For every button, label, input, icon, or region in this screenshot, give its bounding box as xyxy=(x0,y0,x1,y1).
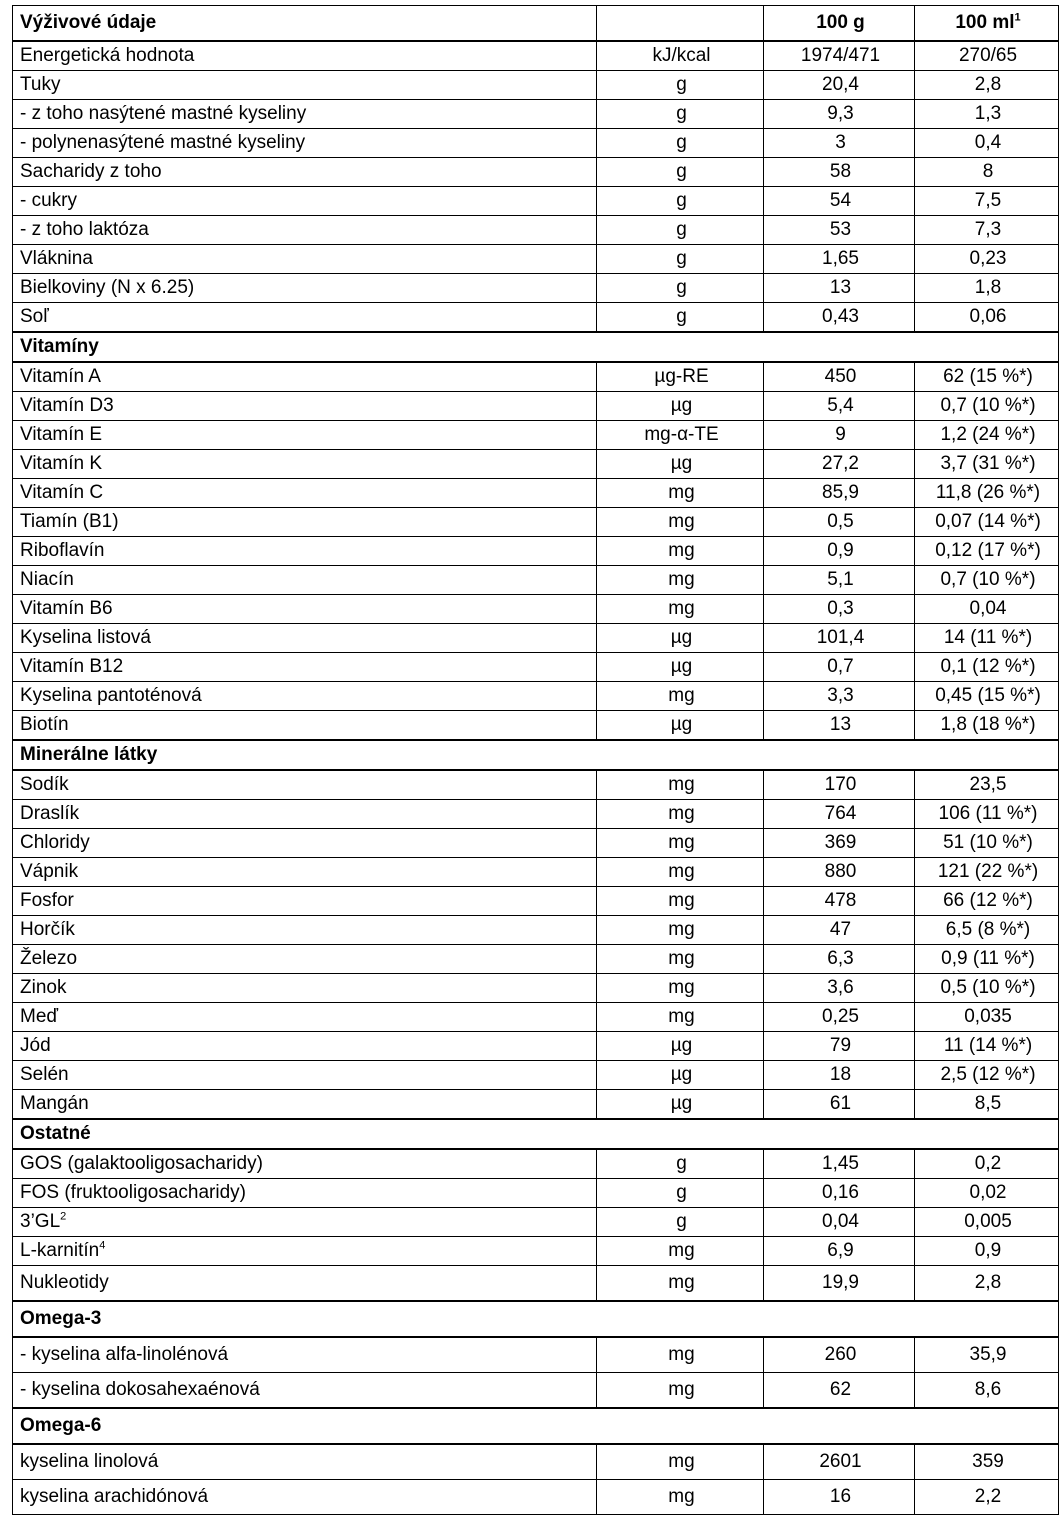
nutrient-label: Kyselina listová xyxy=(20,627,151,648)
table-row xyxy=(13,537,1059,566)
nutrient-label: Niacín xyxy=(20,569,74,590)
nutrient-name xyxy=(13,537,597,566)
value-100g: 20,4 xyxy=(764,71,915,100)
table-row xyxy=(13,216,1059,245)
value-100g: 0,5 xyxy=(764,508,915,537)
value-100ml: 8,5 xyxy=(915,1090,1059,1120)
value-100ml: 1,3 xyxy=(915,100,1059,129)
nutrient-name xyxy=(13,1444,597,1480)
nutrient-unit: mg xyxy=(597,1480,764,1515)
section-heading-omega6 xyxy=(13,1408,1059,1444)
table-row xyxy=(13,479,1059,508)
value-100g: 2601 xyxy=(764,1444,915,1480)
nutrient-label: FOS (fruktooligosacharidy) xyxy=(20,1182,246,1203)
value-100g: 478 xyxy=(764,887,915,916)
value-100ml: 6,5 (8 %*) xyxy=(915,916,1059,945)
value-100ml: 0,7 (10 %*) xyxy=(915,566,1059,595)
nutrient-name xyxy=(13,362,597,392)
nutrient-label: Vitamín D3 xyxy=(20,395,114,416)
nutrient-name xyxy=(13,41,597,71)
table-row xyxy=(13,711,1059,741)
nutrient-label: Vitamín C xyxy=(20,482,104,503)
nutrient-name xyxy=(13,129,597,158)
nutrient-label: Vitamín B12 xyxy=(20,656,124,677)
nutrient-unit: mg xyxy=(597,916,764,945)
nutrient-label: Jód xyxy=(20,1035,51,1056)
table-row xyxy=(13,1444,1059,1480)
table-row xyxy=(13,508,1059,537)
value-100g: 16 xyxy=(764,1480,915,1515)
table-row xyxy=(13,624,1059,653)
table-row xyxy=(13,303,1059,333)
table-row xyxy=(13,1061,1059,1090)
header-title: Výživové údaje xyxy=(13,6,597,42)
table-row xyxy=(13,595,1059,624)
nutrient-unit: mg xyxy=(597,858,764,887)
table-row xyxy=(13,1032,1059,1061)
nutrient-name xyxy=(13,1179,597,1208)
nutrient-label: Bielkoviny (N x 6.25) xyxy=(20,277,195,298)
nutrition-table xyxy=(12,5,1059,1515)
nutrient-name xyxy=(13,829,597,858)
nutrient-name xyxy=(13,595,597,624)
footnote-marker: 4 xyxy=(99,1239,106,1252)
nutrient-name xyxy=(13,1208,597,1237)
nutrient-name xyxy=(13,1003,597,1032)
nutrient-unit: mg xyxy=(597,770,764,800)
header-100ml-footnote: 1 xyxy=(1014,11,1021,24)
table-row xyxy=(13,800,1059,829)
nutrient-unit: µg xyxy=(597,624,764,653)
table-row xyxy=(13,421,1059,450)
table-row xyxy=(13,1373,1059,1409)
value-100ml: 0,5 (10 %*) xyxy=(915,974,1059,1003)
nutrient-unit: mg xyxy=(597,479,764,508)
value-100ml: 359 xyxy=(915,1444,1059,1480)
nutrient-unit: g xyxy=(597,303,764,333)
table-row xyxy=(13,41,1059,71)
nutrient-unit: g xyxy=(597,1149,764,1179)
value-100ml: 62 (15 %*) xyxy=(915,362,1059,392)
section-heading-omega3 xyxy=(13,1301,1059,1337)
nutrient-label: Vitamín A xyxy=(20,366,101,387)
nutrient-name xyxy=(13,1032,597,1061)
nutrient-unit: mg xyxy=(597,682,764,711)
value-100ml: 35,9 xyxy=(915,1337,1059,1373)
nutrient-name xyxy=(13,682,597,711)
nutrient-name xyxy=(13,800,597,829)
nutrient-label: - z toho nasýtené mastné kyseliny xyxy=(20,103,307,124)
nutrient-label: kyselina arachidónová xyxy=(20,1486,209,1507)
table-row xyxy=(13,187,1059,216)
nutrient-unit: kJ/kcal xyxy=(597,41,764,71)
value-100ml: 106 (11 %*) xyxy=(915,800,1059,829)
section-title: Vitamíny xyxy=(13,332,1059,362)
nutrient-label: Fosfor xyxy=(20,890,74,911)
nutrient-name xyxy=(13,216,597,245)
value-100g: 6,3 xyxy=(764,945,915,974)
nutrient-name xyxy=(13,303,597,333)
value-100g: 5,1 xyxy=(764,566,915,595)
nutrient-unit: µg-RE xyxy=(597,362,764,392)
nutrient-unit: g xyxy=(597,1208,764,1237)
nutrient-unit: g xyxy=(597,158,764,187)
nutrient-label: Biotín xyxy=(20,714,69,735)
value-100g: 1,65 xyxy=(764,245,915,274)
value-100ml: 2,2 xyxy=(915,1480,1059,1515)
nutrient-label: Meď xyxy=(20,1006,59,1027)
table-row xyxy=(13,974,1059,1003)
value-100ml: 0,06 xyxy=(915,303,1059,333)
value-100g: 9 xyxy=(764,421,915,450)
nutrient-label: Horčík xyxy=(20,919,75,940)
nutrient-label: Chloridy xyxy=(20,832,90,853)
nutrient-unit: g xyxy=(597,187,764,216)
section-heading-other xyxy=(13,1119,1059,1149)
value-100ml: 0,1 (12 %*) xyxy=(915,653,1059,682)
nutrient-name xyxy=(13,450,597,479)
value-100ml: 7,3 xyxy=(915,216,1059,245)
nutrient-label: Riboflavín xyxy=(20,540,105,561)
table-row xyxy=(13,1003,1059,1032)
nutrient-name xyxy=(13,945,597,974)
nutrient-label: Sacharidy z toho xyxy=(20,161,162,182)
section-title: Ostatné xyxy=(13,1119,1059,1149)
value-100g: 0,25 xyxy=(764,1003,915,1032)
nutrient-unit: mg xyxy=(597,566,764,595)
table-row xyxy=(13,829,1059,858)
section-title: Minerálne látky xyxy=(13,740,1059,770)
nutrient-name xyxy=(13,274,597,303)
value-100ml: 3,7 (31 %*) xyxy=(915,450,1059,479)
value-100g: 0,7 xyxy=(764,653,915,682)
nutrient-label: - z toho laktóza xyxy=(20,219,149,240)
value-100g: 47 xyxy=(764,916,915,945)
value-100g: 53 xyxy=(764,216,915,245)
value-100g: 19,9 xyxy=(764,1266,915,1302)
nutrient-name xyxy=(13,158,597,187)
nutrient-name xyxy=(13,858,597,887)
table-row xyxy=(13,392,1059,421)
value-100ml: 66 (12 %*) xyxy=(915,887,1059,916)
value-100g: 13 xyxy=(764,711,915,741)
table-row xyxy=(13,1266,1059,1302)
nutrient-name xyxy=(13,1149,597,1179)
value-100ml: 11,8 (26 %*) xyxy=(915,479,1059,508)
nutrient-label: Energetická hodnota xyxy=(20,45,195,66)
nutrient-name xyxy=(13,974,597,1003)
value-100g: 18 xyxy=(764,1061,915,1090)
nutrient-label: kyselina linolová xyxy=(20,1451,159,1472)
table-row xyxy=(13,129,1059,158)
nutrient-unit: g xyxy=(597,129,764,158)
nutrient-unit: g xyxy=(597,245,764,274)
table-row xyxy=(13,100,1059,129)
value-100ml: 0,07 (14 %*) xyxy=(915,508,1059,537)
nutrient-name xyxy=(13,1237,597,1266)
section-title: Omega-3 xyxy=(13,1301,1059,1337)
header-100g: 100 g xyxy=(764,6,915,42)
table-row xyxy=(13,245,1059,274)
nutrient-name xyxy=(13,187,597,216)
value-100ml: 1,8 xyxy=(915,274,1059,303)
value-100ml: 2,5 (12 %*) xyxy=(915,1061,1059,1090)
value-100g: 0,9 xyxy=(764,537,915,566)
value-100g: 3,3 xyxy=(764,682,915,711)
nutrient-name xyxy=(13,711,597,741)
nutrient-unit: mg xyxy=(597,1003,764,1032)
nutrient-name xyxy=(13,1480,597,1515)
header-100ml-label: 100 ml xyxy=(955,12,1015,33)
nutrient-unit: µg xyxy=(597,653,764,682)
value-100g: 450 xyxy=(764,362,915,392)
value-100g: 58 xyxy=(764,158,915,187)
nutrient-unit: µg xyxy=(597,1090,764,1120)
value-100g: 13 xyxy=(764,274,915,303)
nutrient-unit: mg xyxy=(597,887,764,916)
nutrient-unit: g xyxy=(597,71,764,100)
value-100ml: 8 xyxy=(915,158,1059,187)
value-100g: 0,04 xyxy=(764,1208,915,1237)
table-row xyxy=(13,916,1059,945)
value-100g: 3,6 xyxy=(764,974,915,1003)
table-row xyxy=(13,770,1059,800)
value-100ml: 0,9 (11 %*) xyxy=(915,945,1059,974)
nutrient-label: Vitamín E xyxy=(20,424,103,445)
nutrient-unit: g xyxy=(597,1179,764,1208)
nutrient-name xyxy=(13,71,597,100)
nutrient-label: Tiamín (B1) xyxy=(20,511,119,532)
value-100ml: 7,5 xyxy=(915,187,1059,216)
nutrient-label: L-karnitín xyxy=(20,1240,100,1261)
value-100g: 369 xyxy=(764,829,915,858)
table-row xyxy=(13,887,1059,916)
nutrient-name xyxy=(13,479,597,508)
nutrient-label: Sodík xyxy=(20,774,69,795)
table-row xyxy=(13,566,1059,595)
value-100g: 0,43 xyxy=(764,303,915,333)
nutrient-name xyxy=(13,1337,597,1373)
nutrient-unit: mg xyxy=(597,800,764,829)
nutrient-unit: mg xyxy=(597,1373,764,1409)
table-row xyxy=(13,1090,1059,1120)
nutrient-unit: µg xyxy=(597,1061,764,1090)
value-100ml: 8,6 xyxy=(915,1373,1059,1409)
value-100g: 9,3 xyxy=(764,100,915,129)
header-unit xyxy=(597,6,764,42)
nutrient-label: Vitamín K xyxy=(20,453,103,474)
table-row xyxy=(13,1179,1059,1208)
value-100g: 880 xyxy=(764,858,915,887)
nutrient-label: Vitamín B6 xyxy=(20,598,113,619)
value-100ml: 0,7 (10 %*) xyxy=(915,392,1059,421)
value-100g: 1974/471 xyxy=(764,41,915,71)
nutrient-unit: g xyxy=(597,216,764,245)
value-100ml: 23,5 xyxy=(915,770,1059,800)
table-row xyxy=(13,362,1059,392)
table-row xyxy=(13,158,1059,187)
value-100ml: 0,005 xyxy=(915,1208,1059,1237)
nutrient-unit: g xyxy=(597,100,764,129)
nutrient-name xyxy=(13,624,597,653)
nutrient-label: - kyselina dokosahexaénová xyxy=(20,1379,260,1400)
nutrient-unit: mg xyxy=(597,1237,764,1266)
nutrient-name xyxy=(13,421,597,450)
nutrient-label: Nukleotidy xyxy=(20,1272,109,1293)
nutrient-name xyxy=(13,566,597,595)
value-100g: 61 xyxy=(764,1090,915,1120)
nutrient-name xyxy=(13,392,597,421)
value-100g: 6,9 xyxy=(764,1237,915,1266)
nutrient-label: Tuky xyxy=(20,74,61,95)
nutrient-unit: mg xyxy=(597,829,764,858)
table-row xyxy=(13,1237,1059,1266)
value-100g: 170 xyxy=(764,770,915,800)
nutrient-label: Mangán xyxy=(20,1093,89,1114)
nutrient-unit: g xyxy=(597,274,764,303)
value-100ml: 121 (22 %*) xyxy=(915,858,1059,887)
nutrient-name xyxy=(13,100,597,129)
value-100g: 85,9 xyxy=(764,479,915,508)
value-100ml: 270/65 xyxy=(915,41,1059,71)
table-row xyxy=(13,653,1059,682)
table-row xyxy=(13,71,1059,100)
value-100ml: 0,035 xyxy=(915,1003,1059,1032)
value-100ml: 2,8 xyxy=(915,1266,1059,1302)
nutrient-label: Soľ xyxy=(20,306,49,327)
section-heading-vitamins xyxy=(13,332,1059,362)
nutrient-name xyxy=(13,245,597,274)
nutrient-label: Kyselina pantoténová xyxy=(20,685,202,706)
nutrient-label: Vláknina xyxy=(20,248,93,269)
table-header-row xyxy=(13,6,1059,42)
value-100ml: 0,23 xyxy=(915,245,1059,274)
table-row xyxy=(13,1208,1059,1237)
value-100ml: 11 (14 %*) xyxy=(915,1032,1059,1061)
nutrient-unit: µg xyxy=(597,1032,764,1061)
nutrient-label: Selén xyxy=(20,1064,69,1085)
table-row xyxy=(13,1149,1059,1179)
value-100g: 3 xyxy=(764,129,915,158)
value-100ml: 1,8 (18 %*) xyxy=(915,711,1059,741)
table-row xyxy=(13,1480,1059,1515)
nutrient-label: Vápnik xyxy=(20,861,79,882)
value-100ml: 2,8 xyxy=(915,71,1059,100)
value-100g: 260 xyxy=(764,1337,915,1373)
nutrient-name xyxy=(13,1373,597,1409)
table-row xyxy=(13,858,1059,887)
table-row xyxy=(13,450,1059,479)
value-100ml: 1,2 (24 %*) xyxy=(915,421,1059,450)
nutrient-unit: µg xyxy=(597,392,764,421)
nutrient-label: Zinok xyxy=(20,977,67,998)
nutrient-name xyxy=(13,770,597,800)
table-row xyxy=(13,274,1059,303)
nutrient-unit: mg xyxy=(597,945,764,974)
nutrient-name xyxy=(13,1061,597,1090)
value-100ml: 0,02 xyxy=(915,1179,1059,1208)
value-100ml: 0,2 xyxy=(915,1149,1059,1179)
value-100g: 101,4 xyxy=(764,624,915,653)
value-100g: 54 xyxy=(764,187,915,216)
nutrient-unit: mg xyxy=(597,1444,764,1480)
value-100ml: 51 (10 %*) xyxy=(915,829,1059,858)
nutrient-unit: µg xyxy=(597,450,764,479)
nutrient-name xyxy=(13,887,597,916)
value-100ml: 0,12 (17 %*) xyxy=(915,537,1059,566)
value-100g: 1,45 xyxy=(764,1149,915,1179)
nutrient-name xyxy=(13,1090,597,1120)
header-100ml xyxy=(915,6,1059,42)
nutrient-unit: mg xyxy=(597,974,764,1003)
value-100ml: 0,9 xyxy=(915,1237,1059,1266)
value-100g: 62 xyxy=(764,1373,915,1409)
nutrient-label: 3’GL xyxy=(20,1211,61,1232)
value-100g: 27,2 xyxy=(764,450,915,479)
nutrient-label: - polynenasýtené mastné kyseliny xyxy=(20,132,306,153)
nutrient-name xyxy=(13,916,597,945)
nutrient-unit: mg-α-TE xyxy=(597,421,764,450)
value-100ml: 14 (11 %*) xyxy=(915,624,1059,653)
nutrient-unit: mg xyxy=(597,1266,764,1302)
value-100ml: 0,4 xyxy=(915,129,1059,158)
footnote-marker: 2 xyxy=(60,1210,67,1223)
value-100ml: 0,04 xyxy=(915,595,1059,624)
nutrient-label: - kyselina alfa-linolénová xyxy=(20,1344,229,1365)
value-100ml: 0,45 (15 %*) xyxy=(915,682,1059,711)
section-title: Omega-6 xyxy=(13,1408,1059,1444)
nutrient-name xyxy=(13,1266,597,1302)
nutrient-label: GOS (galaktooligosacharidy) xyxy=(20,1153,263,1174)
nutrient-label: - cukry xyxy=(20,190,77,211)
nutrient-unit: mg xyxy=(597,537,764,566)
table-row xyxy=(13,1337,1059,1373)
value-100g: 764 xyxy=(764,800,915,829)
value-100g: 0,3 xyxy=(764,595,915,624)
section-heading-minerals xyxy=(13,740,1059,770)
nutrition-table-body xyxy=(13,6,1059,1515)
nutrient-unit: µg xyxy=(597,711,764,741)
nutrient-unit: mg xyxy=(597,1337,764,1373)
value-100g: 0,16 xyxy=(764,1179,915,1208)
table-row xyxy=(13,682,1059,711)
nutrient-name xyxy=(13,508,597,537)
nutrient-label: Draslík xyxy=(20,803,80,824)
nutrient-unit: mg xyxy=(597,508,764,537)
value-100g: 79 xyxy=(764,1032,915,1061)
table-row xyxy=(13,945,1059,974)
nutrient-unit: mg xyxy=(597,595,764,624)
nutrient-name xyxy=(13,653,597,682)
value-100g: 5,4 xyxy=(764,392,915,421)
nutrient-label: Železo xyxy=(20,948,78,969)
